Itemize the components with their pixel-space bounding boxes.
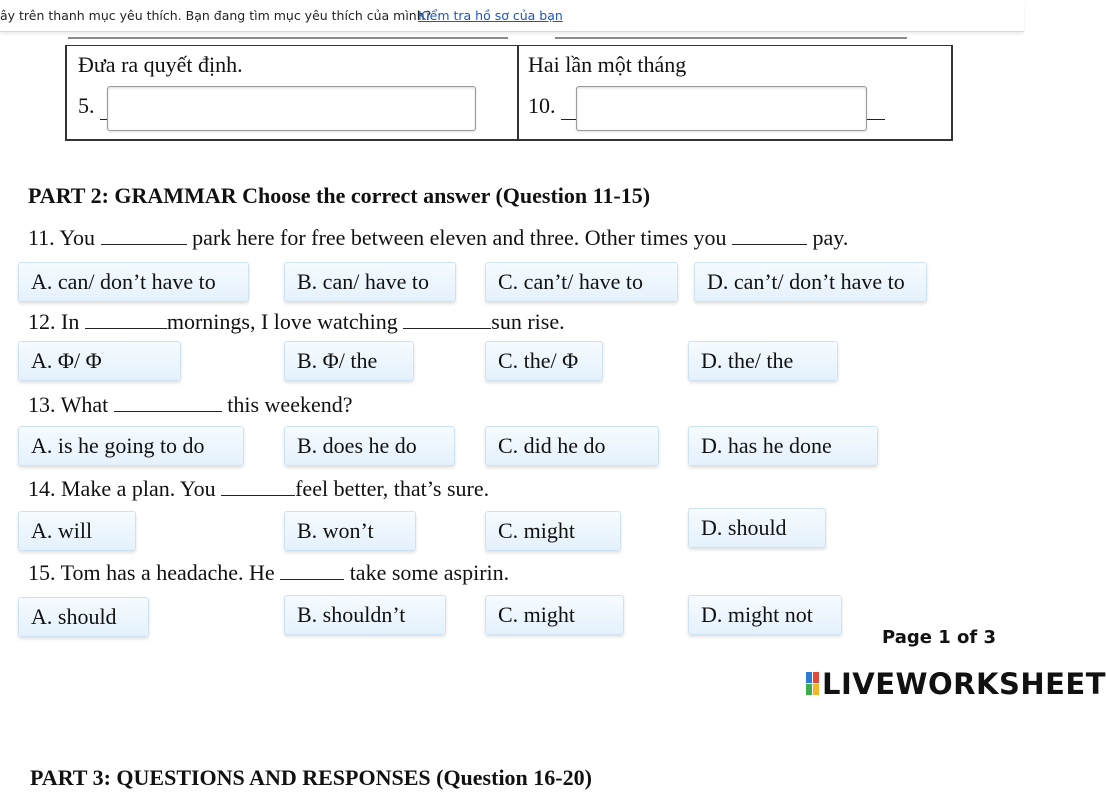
q11-option-a[interactable]: A. can/ don’t have to [18, 262, 249, 302]
vocab-row1-left: Đưa ra quyết định. [78, 52, 243, 77]
question-11: 11. You park here for free between eleven and three. Other times you pay. [28, 225, 849, 250]
total-pages: 3 [983, 627, 997, 648]
answer-box-remnant [555, 37, 907, 39]
q11-option-b[interactable]: B. can/ have to [284, 262, 456, 302]
q14-option-a[interactable]: A. will [18, 511, 136, 551]
q12-option-a[interactable]: A. Φ/ Φ [18, 341, 181, 381]
q11-option-d[interactable]: D. can’t/ don’t have to [694, 262, 927, 302]
q14-option-c[interactable]: C. might [485, 511, 621, 551]
blank [101, 226, 187, 245]
q11-option-c[interactable]: C. can’t/ have to [485, 262, 678, 302]
question-12: 12. In mornings, I love watching sun rise. [28, 309, 565, 334]
q14-option-d[interactable]: D. should [688, 508, 826, 548]
part3-title: PART 3: QUESTIONS AND RESPONSES (Question 16-20) [30, 765, 592, 790]
blank [403, 310, 491, 329]
blank [85, 310, 167, 329]
vocab-row1-right: Hai lần một tháng [528, 52, 687, 77]
q13-option-d[interactable]: D. has he done [688, 426, 878, 466]
vocab-num-5: 5. [78, 93, 95, 118]
q12-option-d[interactable]: D. the/ the [688, 341, 838, 381]
answer-input-10[interactable] [576, 86, 867, 131]
q15-option-a[interactable]: A. should [18, 597, 149, 637]
table-divider [517, 46, 519, 139]
answer-box-remnant [68, 37, 508, 39]
question-15: 15. Tom has a headache. He take some aspirin. [28, 560, 510, 585]
q15-option-d[interactable]: D. might not [688, 595, 842, 635]
vocab-table [65, 45, 953, 141]
q14-option-b[interactable]: B. won’t [284, 511, 416, 551]
favorites-bar [0, 0, 1024, 32]
q12-option-b[interactable]: B. Φ/ the [284, 341, 414, 381]
blank [114, 393, 222, 412]
q12-option-c[interactable]: C. the/ Φ [485, 341, 603, 381]
vocab-num-10: 10. [528, 93, 556, 118]
answer-input-5[interactable] [107, 86, 476, 131]
liveworksheets-logo: LIVEWORKSHEET [806, 667, 1024, 701]
favorites-message: ây trên thanh mục yêu thích. Bạn đang tìm mục yêu thích của mình? [0, 8, 432, 23]
liveworksheets-logo-icon [806, 672, 820, 696]
q13-option-b[interactable]: B. does he do [284, 426, 455, 466]
question-13: 13. What this weekend? [28, 392, 353, 417]
part2-title: PART 2: GRAMMAR Choose the correct answer (Question 11-15) [28, 183, 651, 208]
q15-option-c[interactable]: C. might [485, 595, 624, 635]
check-profile-link[interactable]: Kiểm tra hồ sơ của bạn [418, 8, 563, 23]
page-indicator: Page 1 of 3 [882, 627, 997, 648]
q13-option-a[interactable]: A. is he going to do [18, 426, 244, 466]
blank [221, 477, 295, 496]
q15-option-b[interactable]: B. shouldn’t [284, 595, 446, 635]
blank [280, 561, 344, 580]
blank [732, 226, 807, 245]
q13-option-c[interactable]: C. did he do [485, 426, 659, 466]
question-14: 14. Make a plan. You feel better, that’s sure. [28, 476, 490, 501]
current-page: 1 [938, 627, 951, 648]
